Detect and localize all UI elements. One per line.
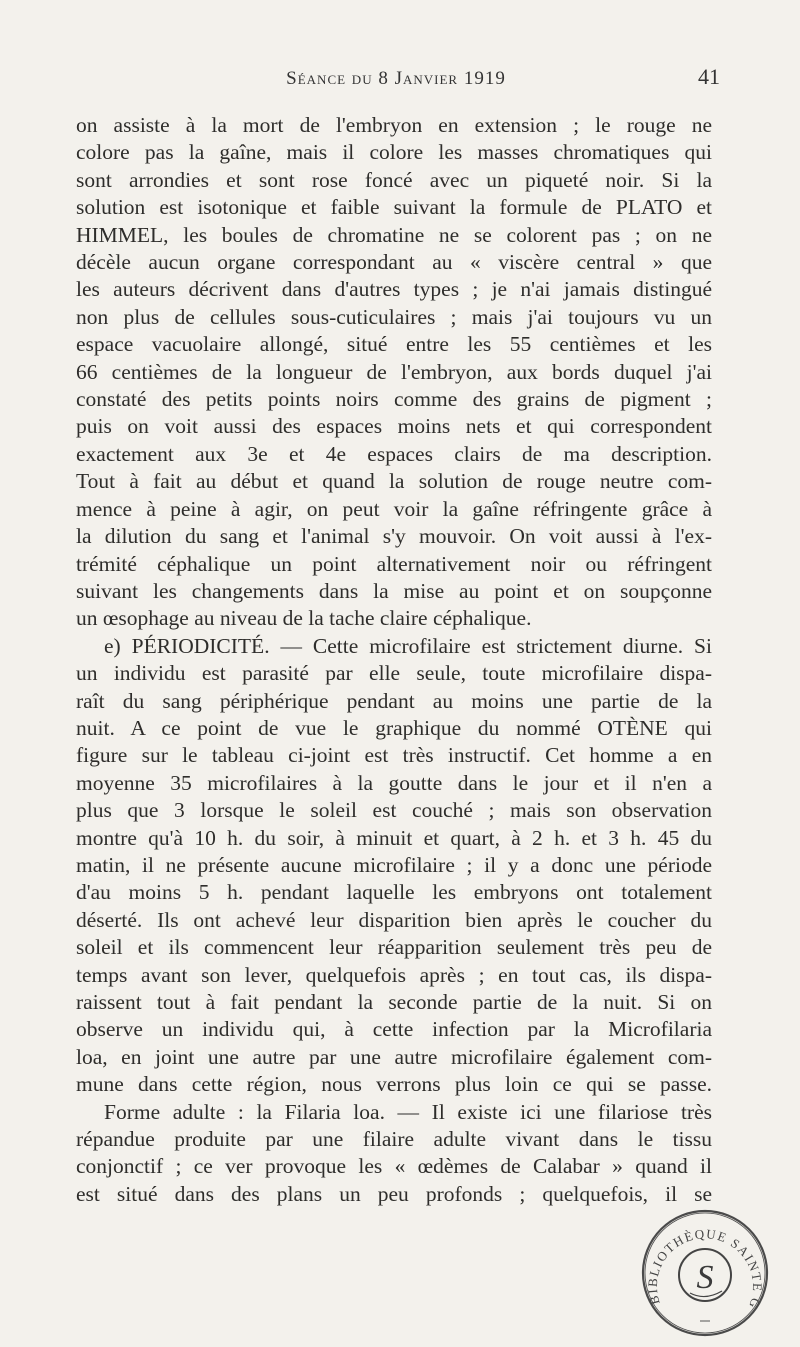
text-line: puis on voit aussi des espaces moins nets et qui correspondent bbox=[76, 414, 712, 439]
text-line: HIMMEL, les boules de chromatine ne se colorent pas ; on ne bbox=[76, 222, 712, 247]
text-line: mence à peine à agir, on peut voir la gaîne réfringente grâce à bbox=[76, 496, 712, 521]
text-line: trémité céphalique un point alternativement noir ou réfringent bbox=[76, 551, 712, 576]
running-title: Séance du 8 Janvier 1919 bbox=[286, 68, 506, 89]
text-line: constaté des petits points noirs comme des grains de pigment ; bbox=[76, 387, 712, 412]
text-line: un œsophage au niveau de la tache claire céphalique. bbox=[76, 606, 532, 631]
text-line: Tout à fait au début et quand la solution de rouge neutre com- bbox=[76, 469, 712, 494]
text-line: e) PÉRIODICITÉ. — Cette microfilaire est strictement diurne. Si bbox=[104, 633, 712, 658]
text-line: espace vacuolaire allongé, situé entre les 55 centièmes et les bbox=[76, 332, 712, 357]
body-text bbox=[76, 112, 712, 1208]
text-line: les auteurs décrivent dans d'autres types ; je n'ai jamais distingué bbox=[76, 277, 712, 302]
text-line: conjonctif ; ce ver provoque les « œdèmes de Calabar » quand il bbox=[76, 1154, 712, 1179]
text-line: colore pas la gaîne, mais il colore les masses chromatiques qui bbox=[76, 140, 712, 165]
text-line: moyenne 35 microfilaires à la goutte dans le jour et il n'en a bbox=[76, 770, 712, 795]
text-line: on assiste à la mort de l'embryon en extension ; le rouge ne bbox=[76, 113, 712, 137]
text-line: 66 centièmes de la longueur de l'embryon, aux bords duquel j'ai bbox=[76, 359, 712, 384]
text-line: suivant les changements dans la mise au point et on soupçonne bbox=[76, 578, 712, 603]
text-line: mune dans cette région, nous verrons plus loin ce qui se passe. bbox=[76, 1072, 712, 1097]
running-header bbox=[76, 62, 720, 102]
library-stamp bbox=[634, 1203, 776, 1339]
text-line: répandue produite par une filaire adulte vivant dans le tissu bbox=[76, 1127, 712, 1152]
text-line: la dilution du sang et l'animal s'y mouvoir. On voit aussi à l'ex- bbox=[76, 524, 712, 549]
text-line: raît du sang périphérique pendant au moins une partie de la bbox=[76, 688, 712, 713]
text-line: est situé dans des plans un peu profonds ; quelquefois, il se bbox=[76, 1181, 712, 1206]
text-line: matin, il ne présente aucune microfilaire ; il y a donc une période bbox=[76, 852, 712, 877]
text-line: temps avant son lever, quelquefois après ; en tout cas, ils dispa- bbox=[76, 962, 712, 987]
text-line: déserté. Ils ont achevé leur disparition bien après le coucher du bbox=[76, 907, 712, 932]
text-line: plus que 3 lorsque le soleil est couché ; mais son observation bbox=[76, 798, 712, 823]
text-line: figure sur le tableau ci-joint est très instructif. Cet homme a en bbox=[76, 743, 712, 768]
text-line: Forme adulte : la Filaria loa. — Il existe ici une filariose très bbox=[104, 1099, 712, 1124]
text-line: sont arrondies et sont rose foncé avec un piqueté noir. Si la bbox=[76, 167, 712, 192]
text-line: soleil et ils commencent leur réapparition seulement très peu de bbox=[76, 935, 712, 960]
text-line: nuit. A ce point de vue le graphique du nommé OTÈNE qui bbox=[76, 715, 712, 740]
text-line: montre qu'à 10 h. du soir, à minuit et quart, à 2 h. et 3 h. 45 du bbox=[76, 825, 712, 850]
stamp-graphic bbox=[634, 1203, 776, 1339]
text-line: exactement aux 3e et 4e espaces clairs de ma description. bbox=[76, 441, 712, 466]
text-line: un individu est parasité par elle seule, toute microfilaire dispa- bbox=[76, 661, 712, 686]
stamp-arc-text: BIBLIOTHÈQUE SAINTE G bbox=[644, 1226, 766, 1312]
text-line: d'au moins 5 h. pendant laquelle les embryons ont totalement bbox=[76, 880, 712, 905]
text-line: solution est isotonique et faible suivant la formule de PLATO et bbox=[76, 195, 712, 220]
page-number: 41 bbox=[698, 64, 720, 89]
text-line: non plus de cellules sous-cuticulaires ; mais j'ai toujours vu un bbox=[76, 304, 712, 329]
stamp-mark: S bbox=[696, 1259, 714, 1296]
text-line: loa, en joint une autre par une autre microfilaire également com- bbox=[76, 1044, 712, 1069]
text-line: décèle aucun organe correspondant au « viscère central » que bbox=[76, 250, 712, 275]
text-line: raissent tout à fait pendant la seconde partie de la nuit. Si on bbox=[76, 990, 712, 1014]
text-line: observe un individu qui, à cette infection par la Microfilaria bbox=[76, 1017, 712, 1042]
